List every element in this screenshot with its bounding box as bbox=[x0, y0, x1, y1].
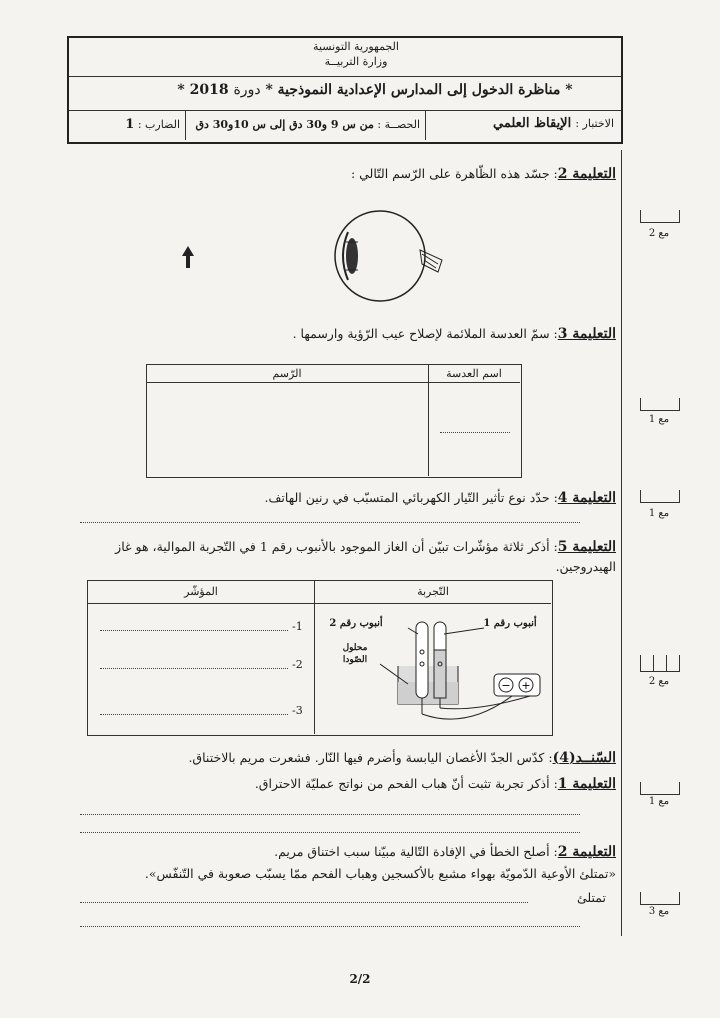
mark-label: مع 1 bbox=[648, 796, 670, 807]
exam-subject-row bbox=[432, 116, 614, 131]
q3-text: التعليمة 3: سمّ العدسة الملائمة لإصلاح عيب الرّؤية وارسمها . bbox=[292, 326, 616, 342]
q5-label: التعليمة 5 bbox=[557, 539, 616, 555]
mark-label: مع 2 bbox=[648, 228, 670, 239]
page-number: 2/2 bbox=[349, 972, 371, 986]
q4-text: التعليمة 4: حدّد نوع تأثير التّيار الكهربائي المتسبّب في رنين الهاتف. bbox=[264, 490, 616, 506]
q1b-label: التعليمة 1 bbox=[557, 776, 616, 792]
header-vdivider-2 bbox=[425, 111, 426, 140]
q1b-answer-line-1[interactable] bbox=[80, 814, 580, 815]
q5-text: التعليمة 5: أذكر ثلاثة مؤشّرات تبيّن أن الغاز الموجود بالأنبوب رقم 1 في التّجربة الموالية، هو غاز الهيدروجين. bbox=[115, 539, 616, 574]
title-star: * bbox=[177, 82, 185, 98]
margin-line bbox=[621, 150, 622, 936]
experiment-table-vline bbox=[314, 580, 315, 734]
col-experiment: التّجربة bbox=[417, 585, 449, 598]
ministry-name: وزارة التربيــة bbox=[324, 55, 388, 68]
doc4-text: السّنــد(4): كدّس الجدّ الأغصان اليابسة وأضرم فيها النّار. فشعرت مريم بالاختناق. bbox=[188, 750, 616, 766]
header-divider-1 bbox=[69, 76, 621, 77]
exam-title bbox=[140, 82, 610, 98]
mark-box[interactable] bbox=[640, 782, 680, 795]
coefficient-label: الضارب : bbox=[137, 118, 180, 131]
lens-table-vline bbox=[428, 364, 429, 476]
mark-label: مع 1 bbox=[648, 414, 670, 425]
header-vdivider-1 bbox=[185, 111, 186, 140]
mark-label: مع 1 bbox=[648, 508, 670, 519]
mark-label: مع 2 bbox=[648, 676, 670, 687]
mark-box[interactable] bbox=[640, 892, 680, 905]
indicator-2-num: -2 bbox=[292, 658, 303, 671]
q4-label: التعليمة 4 bbox=[557, 490, 616, 506]
mark-box[interactable] bbox=[640, 210, 680, 223]
q4-answer-line[interactable] bbox=[80, 522, 580, 523]
period-row bbox=[190, 118, 420, 131]
tube-1-label: أنبوب رقم 1 bbox=[483, 618, 537, 629]
mark-box[interactable] bbox=[640, 398, 680, 411]
col-lens-name: اسم العدسة bbox=[446, 367, 502, 380]
mark-box-split[interactable] bbox=[640, 655, 680, 672]
col-indicator: المؤشّر bbox=[184, 585, 218, 598]
coefficient-row bbox=[75, 117, 180, 132]
q2b-quote: «تمتلئ الأوعية الدّمويّة بهواء مشبع بالأكسجين وهباب الفحم ممّا يسبّب صعوبة في التّنفّس». bbox=[144, 866, 616, 881]
republic-name: الجمهورية التونسية bbox=[313, 40, 399, 53]
q2b-label: التعليمة 2 bbox=[557, 844, 616, 860]
title-text: مناظرة الدخول إلى المدارس الإعدادية النموذجية bbox=[277, 82, 561, 98]
q1b-answer-line-2[interactable] bbox=[80, 832, 580, 833]
battery-minus: − bbox=[501, 679, 511, 692]
eye-lens bbox=[346, 238, 358, 274]
q3-label: التعليمة 3 bbox=[557, 326, 616, 342]
eye-diagram bbox=[170, 210, 450, 310]
coefficient-value: 1 bbox=[125, 117, 135, 132]
q2b-answer-line-1[interactable] bbox=[80, 902, 528, 903]
title-star: * bbox=[265, 82, 273, 98]
q2b-answer-prefix: تمتلئ bbox=[576, 890, 606, 905]
lens-table-header-line bbox=[146, 382, 520, 383]
col-drawing: الرّسم bbox=[272, 367, 302, 380]
session-year: 2018 bbox=[189, 82, 229, 98]
doc4-label: السّنــد(4) bbox=[552, 750, 616, 766]
exam-label: الاختبار : bbox=[575, 117, 614, 130]
title-star: * bbox=[565, 82, 573, 98]
period-label: الحصــة : bbox=[377, 118, 420, 131]
indicator-3-line[interactable] bbox=[100, 714, 288, 715]
q2a-text: التعليمة 2: جسّد هذه الظّاهرة على الرّسم التّالي : bbox=[350, 166, 616, 182]
mark-box[interactable] bbox=[640, 490, 680, 503]
indicator-3-num: -3 bbox=[292, 704, 303, 717]
indicator-1-line[interactable] bbox=[100, 630, 288, 631]
indicator-2-line[interactable] bbox=[100, 668, 288, 669]
indicator-1-num: -1 bbox=[292, 620, 303, 633]
solution-label: محلول الصّودا bbox=[342, 643, 368, 665]
up-arrow-icon bbox=[182, 246, 194, 256]
q2a-label: التعليمة 2 bbox=[557, 166, 616, 182]
exam-subject: الإيقاظ العلمي bbox=[492, 116, 572, 131]
session-label: دورة bbox=[233, 82, 261, 98]
battery-plus: + bbox=[521, 679, 531, 692]
q2b-answer-line-2[interactable] bbox=[80, 926, 580, 927]
mark-label: مع 3 bbox=[648, 906, 670, 917]
header-divider-2 bbox=[69, 110, 621, 111]
lens-answer-line[interactable] bbox=[440, 432, 510, 433]
q1b-text: التعليمة 1: أذكر تجربة تثبت أنّ هباب الفحم من نواتج عمليّة الاحتراق. bbox=[254, 776, 616, 792]
q2b-text: التعليمة 2: أصلح الخطأ في الإفادة التّالية مبيّنا سبب اختناق مريم. bbox=[274, 844, 616, 860]
tube-2-label: أنبوب رقم 2 bbox=[329, 618, 383, 629]
period-value: من س 9 و30 دق إلى س 10و30 دق bbox=[195, 118, 374, 131]
